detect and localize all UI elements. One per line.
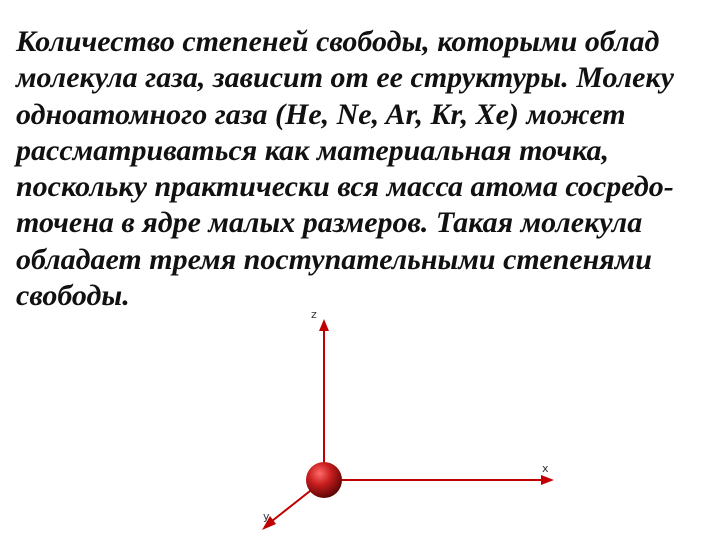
x-axis-arrowhead bbox=[541, 475, 554, 485]
paragraph-line: поскольку практически вся масса атома сосредо- bbox=[16, 170, 674, 204]
paragraph-line: рассматриваться как материальная точка, bbox=[16, 133, 609, 167]
paragraph-line: свободы. bbox=[16, 279, 130, 313]
x-axis-label: x bbox=[542, 462, 549, 475]
molecule-ball bbox=[306, 462, 342, 498]
y-axis-label: y bbox=[263, 510, 270, 523]
paragraph-line: Количество степеней свободы, которыми облад bbox=[16, 25, 660, 58]
paragraph-line: одноатомного газа (He, Ne, Ar, Kr, Xe) может bbox=[16, 97, 626, 131]
paragraph-line: молекула газа, зависит от ее структуры. Молеку bbox=[16, 61, 674, 95]
z-axis-label: z bbox=[311, 308, 317, 321]
paragraph-line: обладает тремя поступательными степенями bbox=[16, 242, 652, 276]
paragraph-line: точена в ядре малых размеров. Такая молекула bbox=[16, 206, 643, 240]
z-axis-arrowhead bbox=[319, 319, 329, 331]
